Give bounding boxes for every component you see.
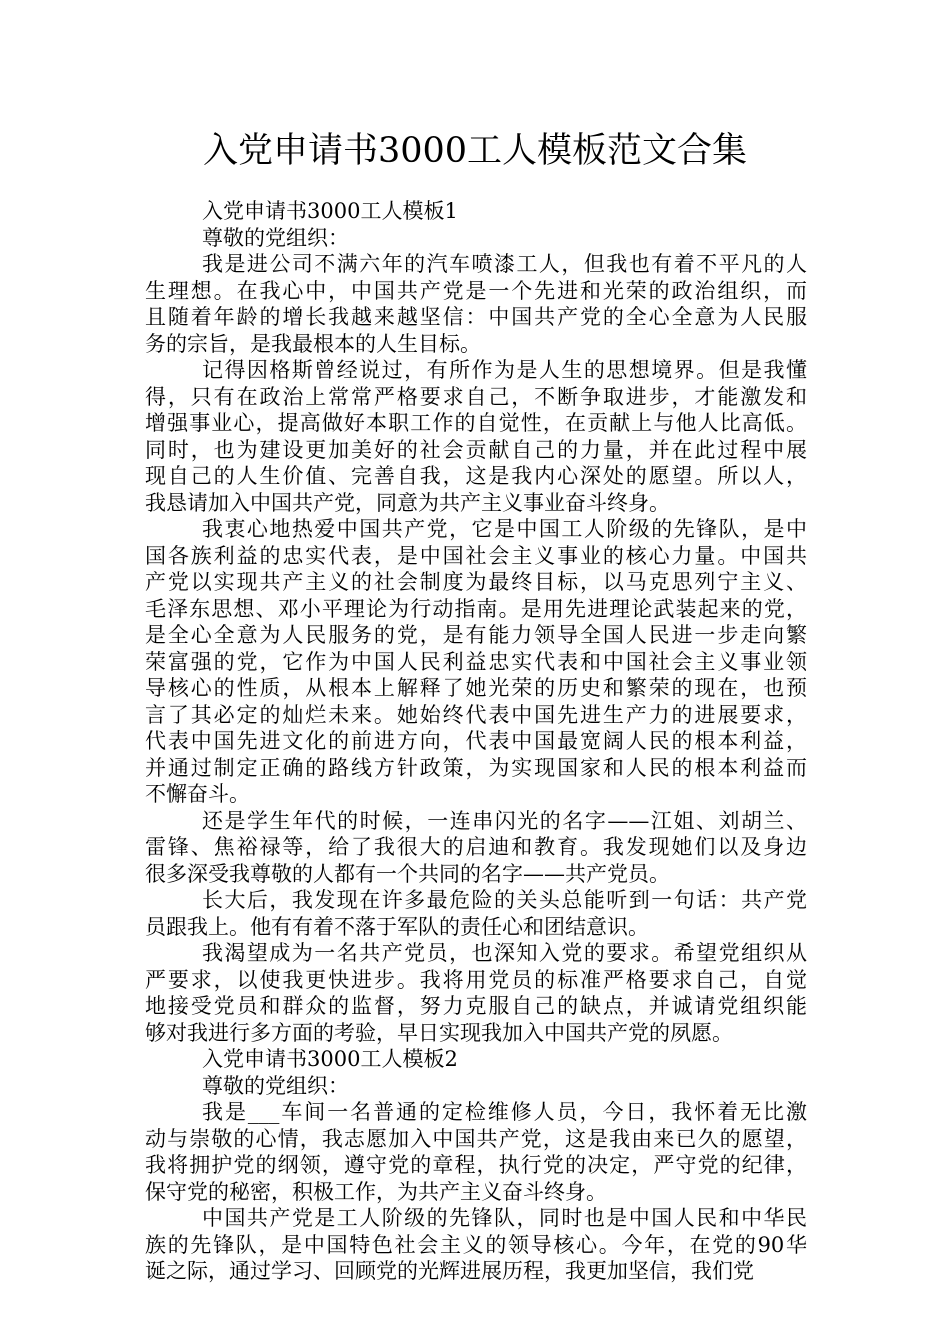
paragraph-line: 产党以实现共产主义的社会制度为最终目标，以马克思列宁主义、 — [145, 570, 807, 594]
paragraph-line: 言了其必定的灿烂未来。她始终代表中国先进生产力的进展要求， — [145, 702, 807, 727]
paragraph-line: 增强事业心，提高做好本职工作的自觉性，在贡献上与他人比高低。 — [145, 411, 807, 435]
paragraph-line: 员跟我上。他有有着不落于军队的责任心和团结意识。 — [145, 914, 649, 939]
paragraph-line: 是全心全意为人民服务的党，是有能力领导全国人民进一步走向繁 — [145, 623, 807, 647]
paragraph-line: 很多深受我尊敬的人都有一个共同的名字——共产党员。 — [145, 861, 670, 886]
paragraph-line: 不懈奋斗。 — [145, 782, 250, 806]
paragraph — [145, 1205, 807, 1285]
paragraph-line: 代表中国先进文化的前进方向，代表中国最宽阔人民的根本利益， — [145, 729, 807, 753]
paragraph-line: 我是___车间一名普通的定检维修人员，今日，我怀着无比激 — [202, 1100, 807, 1124]
paragraph-line: 得，只有在政治上常常严格要求自己，不断争取进步，才能激发和 — [145, 384, 807, 409]
paragraph-line: 保守党的秘密，积极工作，为共产主义奋斗终身。 — [145, 1179, 607, 1204]
paragraph — [145, 251, 807, 357]
paragraph-line: 并通过制定正确的路线方针政策，为实现国家和人民的根本利益而 — [145, 755, 807, 780]
paragraph-line: 我恳请加入中国共产党，同意为共产主义事业奋斗终身。 — [145, 490, 670, 515]
paragraph-line: 同时，也为建设更加美好的社会贡献自己的力量，并在此过程中展 — [145, 437, 807, 462]
paragraph-line: 族的先锋队，是中国特色社会主义的领导核心。今年，在党的90华 — [145, 1232, 807, 1257]
salutation: 尊敬的党组织： — [202, 1073, 349, 1098]
paragraph-line: 还是学生年代的时候，一连串闪光的名字——江姐、刘胡兰、 — [202, 808, 807, 833]
paragraph — [145, 516, 807, 808]
paragraph — [145, 940, 807, 1046]
document-body — [145, 198, 807, 1285]
document-title: 入党申请书3000工人模板范文合集 — [202, 131, 748, 171]
paragraph-line: 记得因格斯曾经说过，有所作为是人生的思想境界。但是我懂 — [202, 358, 807, 382]
paragraph — [145, 808, 807, 888]
paragraph-line: 荣富强的党，它作为中国人民利益忠实代表和中国社会主义事业领 — [145, 649, 807, 674]
paragraph-line: 导核心的性质，从根本上解释了她光荣的历史和繁荣的现在，也预 — [145, 676, 807, 700]
paragraph-line: 动与崇敬的心情，我志愿加入中国共产党，这是我由来已久的愿望， — [145, 1126, 807, 1151]
paragraph — [145, 887, 807, 940]
section-heading: 入党申请书3000工人模板2 — [202, 1047, 458, 1071]
paragraph-line: 我将拥护党的纲领，遵守党的章程，执行党的决定，严守党的纪律， — [145, 1153, 807, 1177]
paragraph-line: 长大后，我发现在许多最危险的关头总能听到一句话：共产党 — [202, 888, 807, 912]
section-heading: 入党申请书3000工人模板1 — [202, 199, 458, 223]
paragraph — [145, 1099, 807, 1205]
paragraph-line: 我渴望成为一名共产党员，也深知入党的要求。希望党组织从 — [202, 941, 807, 965]
paragraph-line: 够对我进行多方面的考验，早日实现我加入中国共产党的夙愿。 — [145, 1020, 733, 1045]
paragraph-line: 我是进公司不满六年的汽车喷漆工人，但我也有着不平凡的人 — [202, 252, 807, 276]
salutation: 尊敬的党组织： — [202, 225, 349, 250]
paragraph-line: 生理想。在我心中，中国共产党是一个先进和光荣的政治组织，而 — [145, 278, 807, 303]
paragraph — [145, 357, 807, 516]
paragraph-line: 严要求，以使我更快进步。我将用党员的标准严格要求自己，自觉 — [145, 967, 807, 992]
paragraph-line: 且随着年龄的增长我越来越坚信：中国共产党的全心全意为人民服 — [145, 305, 807, 329]
paragraph-line: 雷锋、焦裕禄等，给了我很大的启迪和教育。我发现她们以及身边 — [145, 835, 807, 859]
paragraph-line: 务的宗旨，是我最根本的人生目标。 — [145, 331, 481, 356]
paragraph-line: 国各族利益的忠实代表，是中国社会主义事业的核心力量。中国共 — [145, 543, 807, 568]
paragraph-line: 毛泽东思想、邓小平理论为行动指南。是用先进理论武装起来的党， — [145, 596, 807, 621]
paragraph-line: 现自己的人生价值、完善自我，这是我内心深处的愿望。所以人， — [145, 464, 807, 488]
paragraph-line: 诞之际，通过学习、回顾党的光辉进展历程，我更加坚信，我们党 — [145, 1259, 754, 1283]
paragraph-line: 地接受党员和群众的监督，努力克服自己的缺点，并诚请党组织能 — [145, 994, 807, 1018]
paragraph-line: 我衷心地热爱中国共产党，它是中国工人阶级的先锋队，是中 — [202, 517, 807, 541]
paragraph-line: 中国共产党是工人阶级的先锋队，同时也是中国人民和中华民 — [202, 1206, 807, 1230]
